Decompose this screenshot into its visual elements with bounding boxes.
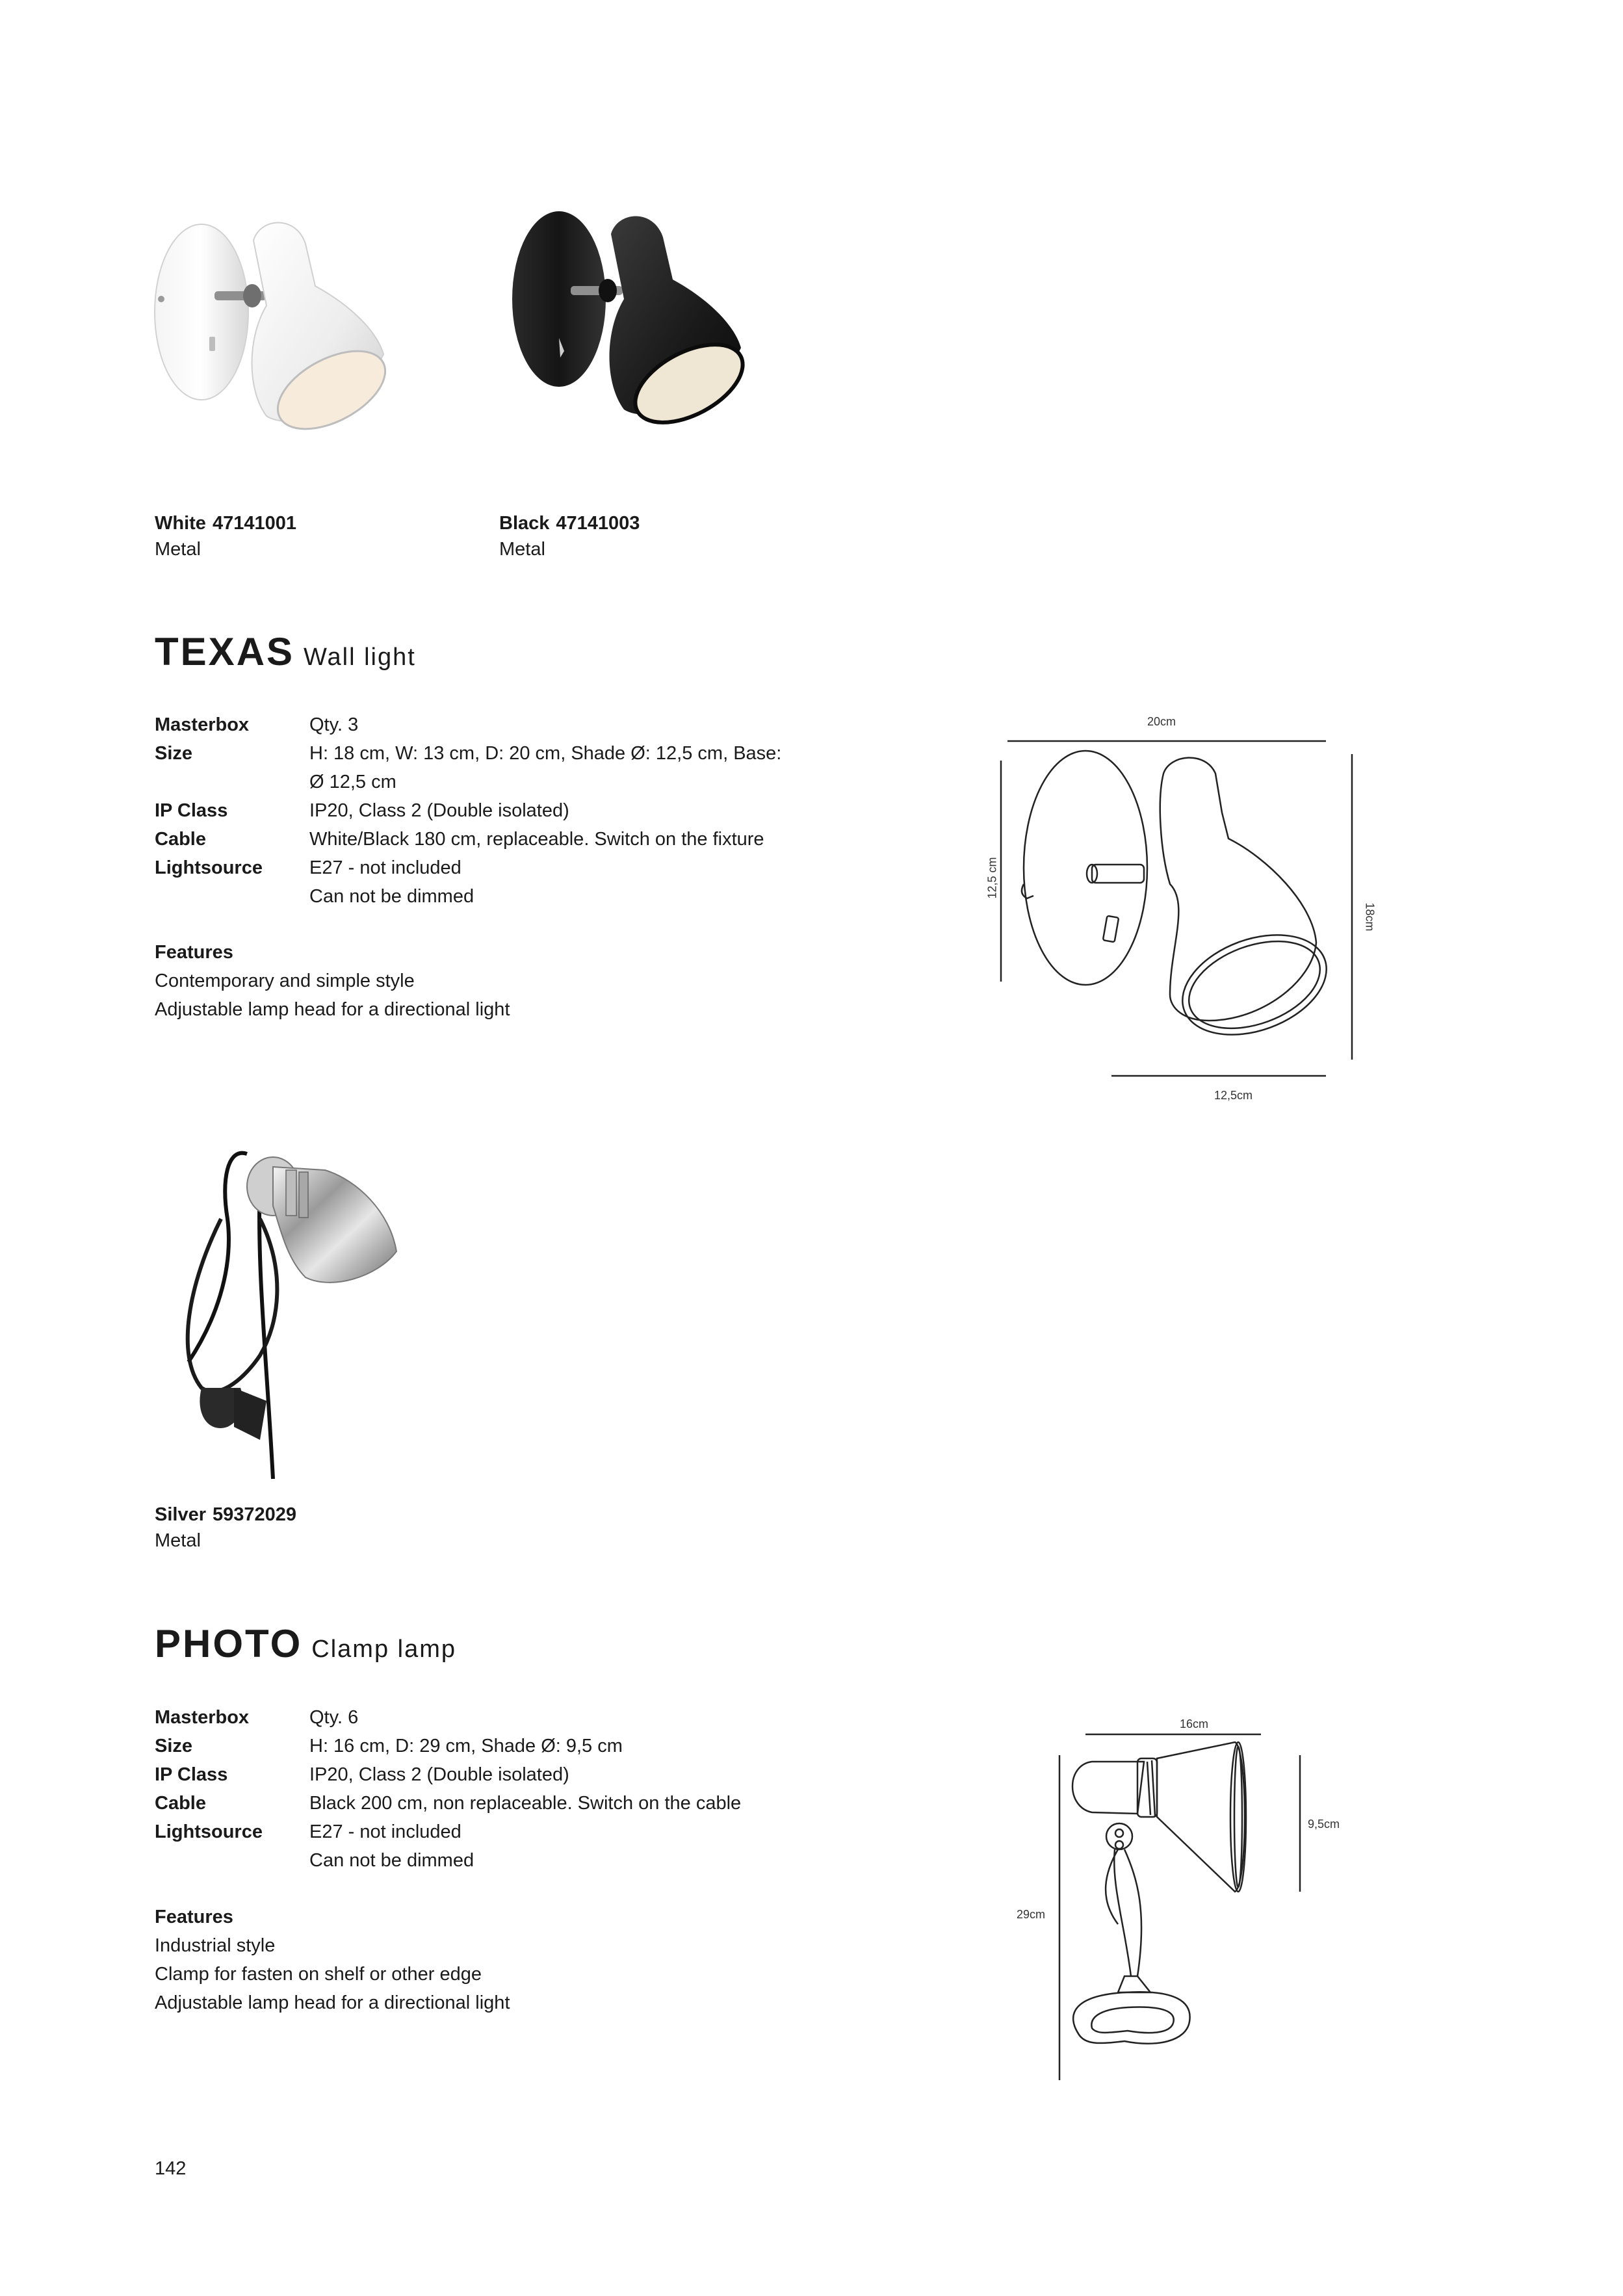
texas-variant-white <box>155 510 303 562</box>
spec-value: Can not be dimmed <box>309 1850 474 1871</box>
spec-value: Black 200 cm, non replaceable. Switch on the cable <box>309 1793 742 1814</box>
texas-white-lamp-photo <box>143 195 455 455</box>
dim-width-label: 20cm <box>1147 715 1176 728</box>
spec-label: Size <box>155 743 193 764</box>
page-number: 142 <box>155 2158 187 2179</box>
texas-black-lamp-photo <box>494 195 806 455</box>
spec-value: Can not be dimmed <box>309 886 474 907</box>
texas-spec-table <box>155 711 781 911</box>
spec-value: E27 - not included <box>309 1821 461 1842</box>
dim-base-label: 12,5 cm <box>985 857 999 899</box>
dim-shade-label: 12,5cm <box>1214 1089 1253 1102</box>
spec-row-size <box>155 1732 741 1760</box>
spec-value: H: 18 cm, W: 13 cm, D: 20 cm, Shade Ø: 12,5 cm, Base: <box>309 743 782 764</box>
product-type: Clamp lamp <box>311 1636 456 1663</box>
spec-label: Lightsource <box>155 1821 263 1842</box>
spec-value: IP20, Class 2 (Double isolated) <box>309 1764 569 1785</box>
spec-row-lightsource <box>155 1818 741 1875</box>
spec-label: Size <box>155 1736 193 1756</box>
variant-name: White 47141001 <box>155 513 296 534</box>
product-name: TEXAS <box>155 630 295 673</box>
spec-label: Cable <box>155 829 206 850</box>
spec-label: Masterbox <box>155 714 250 735</box>
texas-product-title <box>155 629 416 674</box>
spec-row-lightsource <box>155 854 781 911</box>
variant-material: Metal <box>155 1530 201 1551</box>
spec-row-masterbox <box>155 1703 741 1732</box>
product-name: PHOTO <box>155 1622 303 1665</box>
spec-row-cable <box>155 825 781 854</box>
spec-label: IP Class <box>155 1764 228 1785</box>
dim-depth-label: 29cm <box>1017 1908 1046 1921</box>
feature-item: Adjustable lamp head for a directional light <box>155 999 510 1020</box>
dim-shade-label: 9,5cm <box>1308 1818 1340 1831</box>
features-heading: Features <box>155 1907 233 1927</box>
dim-height-label: 18cm <box>1363 902 1377 932</box>
spec-value: H: 16 cm, D: 29 cm, Shade Ø: 9,5 cm <box>309 1736 623 1756</box>
texas-features <box>155 938 510 1024</box>
feature-item: Industrial style <box>155 1935 276 1956</box>
photo-spec-table <box>155 1703 741 1875</box>
spec-value: White/Black 180 cm, replaceable. Switch on the fixture <box>309 829 764 850</box>
product-type: Wall light <box>304 644 416 671</box>
spec-value: Qty. 6 <box>309 1707 359 1728</box>
spec-row-ip-class <box>155 796 781 825</box>
feature-item: Contemporary and simple style <box>155 971 415 991</box>
spec-label: Masterbox <box>155 1707 250 1728</box>
variant-name: Silver 59372029 <box>155 1504 297 1525</box>
spec-label: Cable <box>155 1793 206 1814</box>
spec-row-masterbox <box>155 711 781 739</box>
spec-row-cable <box>155 1789 741 1818</box>
photo-product-title <box>155 1621 456 1666</box>
spec-value: IP20, Class 2 (Double isolated) <box>309 800 569 821</box>
dim-width-label: 16cm <box>1180 1717 1209 1730</box>
photo-dimension-drawing <box>1053 1729 1313 2093</box>
spec-value: Ø 12,5 cm <box>309 772 396 792</box>
spec-value: Qty. 3 <box>309 714 359 735</box>
spec-label: IP Class <box>155 800 228 821</box>
texas-variant-black <box>499 510 646 562</box>
features-heading: Features <box>155 942 233 963</box>
photo-silver-lamp-photo <box>162 1141 422 1492</box>
spec-value: E27 - not included <box>309 857 461 878</box>
photo-features <box>155 1903 510 2017</box>
feature-item: Adjustable lamp head for a directional light <box>155 1992 510 2013</box>
spec-label: Lightsource <box>155 857 263 878</box>
variant-material: Metal <box>499 539 545 560</box>
variant-material: Metal <box>155 539 201 560</box>
feature-item: Clamp for fasten on shelf or other edge <box>155 1964 482 1985</box>
texas-dimension-drawing <box>975 735 1365 1092</box>
spec-row-size <box>155 739 781 796</box>
variant-name: Black 47141003 <box>499 513 640 534</box>
photo-variant-silver <box>155 1502 303 1554</box>
spec-row-ip-class <box>155 1760 741 1789</box>
